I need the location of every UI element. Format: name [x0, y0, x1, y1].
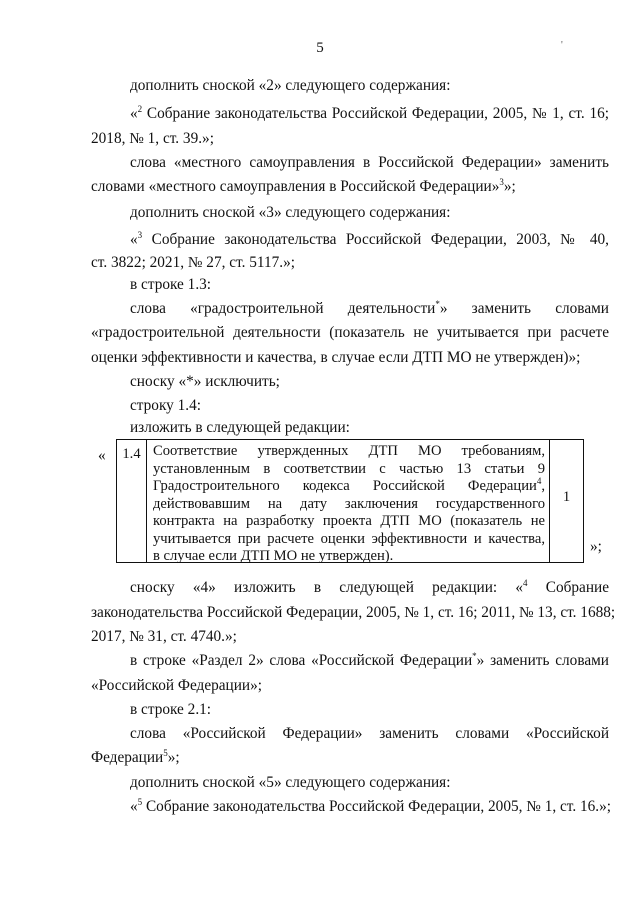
table-text-line: установленным в соответствии с частью 13 статьи 9 [153, 460, 545, 477]
table-text-line: контракта на разработку проекта ДТП МО (показатель не [153, 513, 545, 529]
table-text-line: учитывается при расчете оценки эффективности и качества, [153, 530, 545, 547]
table-text-line: Градостроительного кодекса Российской Федерации$^4$, [153, 476, 545, 494]
paragraph-line: слова «Российской Федерации» заменить словами «Российской [130, 725, 609, 742]
paragraph-line: 2017, № 31, ст. 4740.»; [91, 628, 237, 645]
paragraph-line: «$^5$ Собрание законодательства Российской Федерации, 2005, № 1, ст. 16.»; [130, 797, 611, 815]
paragraph-line: в строке «Раздел 2» слова «Российской Федерации*» заменить словами [130, 651, 609, 669]
table-close-quote: »; [590, 538, 602, 555]
table-open-quote: « [98, 447, 106, 464]
paragraph-line: дополнить сноской «5» следующего содержания: [130, 774, 451, 791]
paragraph-line: слова «местного самоуправления в Российской Федерации» заменить [130, 154, 609, 171]
table-row-text [147, 440, 550, 562]
table-text-line: в случае если ДТП МО не утвержден). [153, 548, 394, 564]
insert-table [116, 439, 584, 563]
paragraph-line: в строке 2.1: [130, 701, 212, 718]
paragraph-line: слова «градостроительной деятельности*» заменить словами [130, 299, 609, 317]
paragraph-line: «Российской Федерации»; [91, 677, 262, 694]
paragraph-line: словами «местного самоуправления в Российской Федерации»$^3$»; [91, 177, 516, 195]
paragraph-line: «$^2$ Собрание законодательства Российской Федерации, 2005, № 1, ст. 16; [130, 104, 609, 122]
paragraph-line: законодательства Российской Федерации, 2005, № 1, ст. 16; 2011, № 13, ст. 1688; [91, 604, 616, 621]
paragraph-line: 2018, № 1, ст. 39.»; [91, 130, 214, 147]
paragraph-line: строку 1.4: [130, 397, 202, 414]
paragraph-line: дополнить сноской «3» следующего содержания: [130, 204, 451, 221]
table-row-value: 1 [562, 489, 571, 505]
paragraph-line: оценки эффективности и качества, в случае если ДТП МО не утвержден)»; [91, 349, 581, 366]
paragraph-line: Федерации$^5$»; [91, 748, 180, 766]
paragraph-line: сноску «4» изложить в следующей редакции: «$^4$ Собрание [130, 578, 610, 596]
paragraph-line: «градостроительной деятельности (показатель не учитывается при расчете [91, 324, 609, 341]
paragraph-line: в строке 1.3: [130, 276, 212, 293]
paragraph-line: «$^3$ Собрание законодательства Российской Федерации, 2003, № 40, [130, 230, 609, 248]
paragraph-line: сноску «*» исключить; [130, 373, 280, 390]
table-text-line: действовавшим на дату заключения государственного [153, 495, 545, 512]
paragraph-line: дополнить сноской «2» следующего содержания: [130, 77, 451, 94]
table-row-number: 1.4 [117, 440, 147, 562]
paragraph-line: ст. 3822; 2021, № 27, ст. 5117.»; [91, 254, 295, 271]
stray-mark: ' [561, 40, 563, 51]
paragraph-line: изложить в следующей редакции: [130, 419, 350, 436]
table-text-line: Соответствие утвержденных ДТП МО требованиям, [153, 443, 545, 459]
page-number: 5 [316, 40, 324, 56]
